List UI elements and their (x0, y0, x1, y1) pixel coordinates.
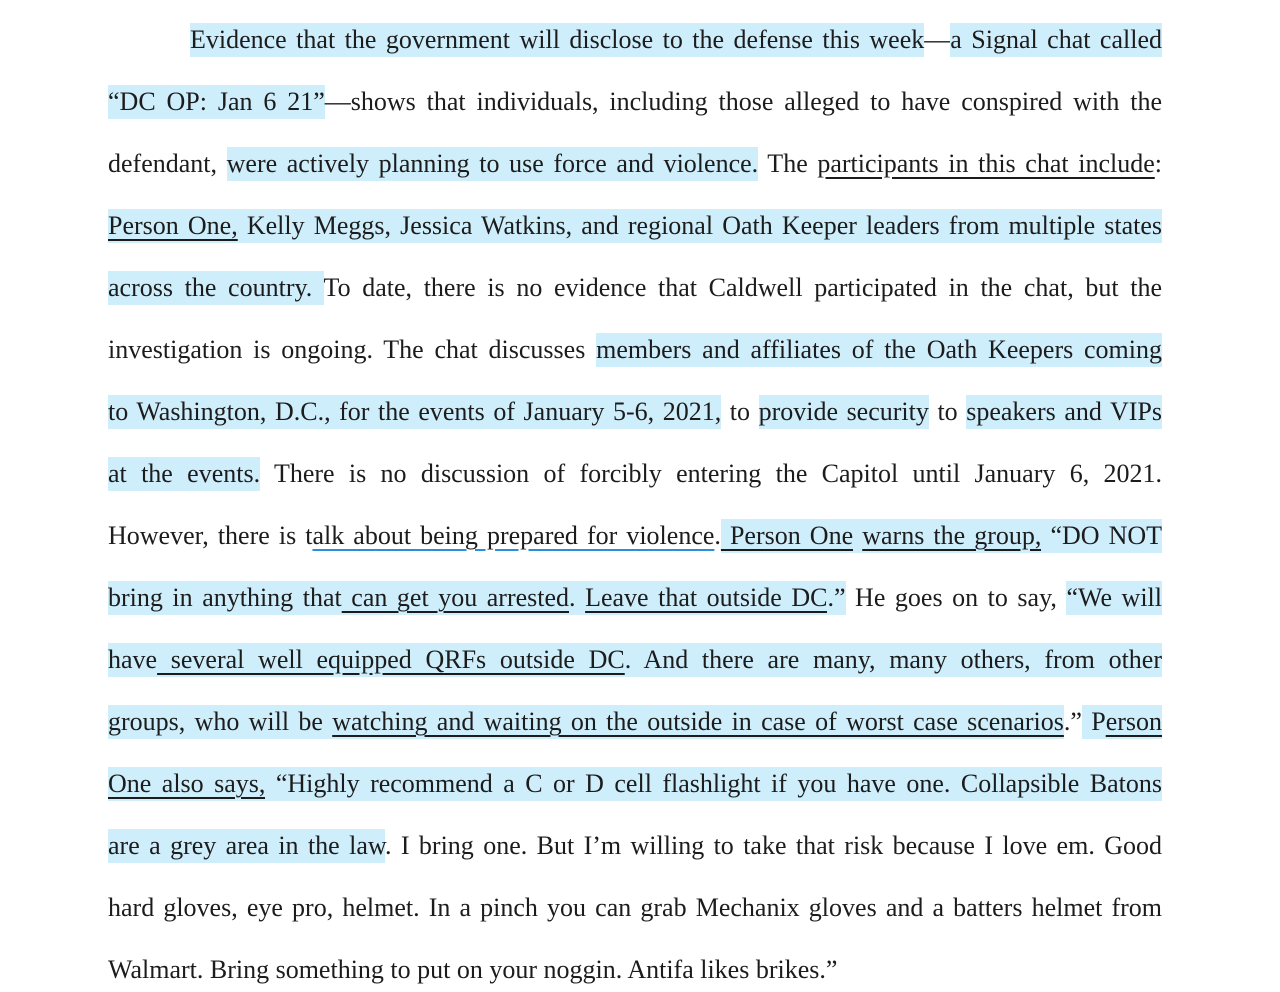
text-line-13 (108, 764, 1162, 804)
text-segment: hard gloves, eye pro, helmet. In a pinch you can grab Mechanix gloves and a batters helmet from (108, 893, 1162, 922)
text-line-10 (108, 578, 1162, 618)
highlighted-text: . (569, 581, 585, 615)
highlighted-text: groups, who will be (108, 705, 332, 739)
text-line-15 (108, 888, 1162, 928)
text-segment: However, there is t (108, 521, 313, 550)
highlighted-underlined-text: Leave that outside DC (585, 581, 827, 615)
text-line-5 (108, 268, 1162, 308)
highlighted-text: . And there are many, many others, from other (625, 643, 1162, 677)
text-segment: .” (1063, 707, 1082, 736)
highlighted-text: across the country. (108, 271, 324, 305)
text-segment: —shows that individuals, including those alleged to have conspired with the (324, 87, 1162, 116)
text-line-9 (108, 516, 1162, 556)
highlighted-text: members and affiliates of the Oath Keepers coming (596, 333, 1162, 367)
highlighted-underlined-text: Person One, (108, 209, 238, 243)
text-line-11 (108, 640, 1162, 680)
highlighted-text: were actively planning to use force and violence. (227, 147, 759, 181)
highlighted-text: “DO NOT (1041, 519, 1162, 553)
text-line-16 (108, 950, 1162, 990)
text-line-8 (108, 454, 1162, 494)
text-segment: The (758, 149, 818, 178)
text-line-1 (190, 20, 1162, 60)
highlighted-text: have (108, 643, 157, 677)
text-line-3 (108, 144, 1162, 184)
highlighted-text: “We will (1066, 581, 1162, 615)
text-line-14 (108, 826, 1162, 866)
highlighted-text: a Signal chat called (950, 23, 1162, 57)
text-segment: : (1154, 149, 1162, 178)
highlighted-text: to Washington, D.C., for the events of January 5-6, 2021, (108, 395, 721, 429)
text-segment: Walmart. Bring something to put on your noggin. Antifa likes brikes.” (108, 955, 838, 984)
highlighted-underlined-text: watching and waiting on the outside in case of worst case scenarios (332, 705, 1064, 739)
highlighted-text: Evidence that the government will disclose to the defense this week (190, 23, 924, 57)
highlighted-underlined-text: can get you arrested (342, 581, 569, 615)
text-segment: . (714, 521, 721, 550)
highlighted-text: at the events. (108, 457, 260, 491)
highlighted-underlined-text: several well equipped QRFs outside DC (157, 643, 625, 677)
text-segment: to (928, 397, 967, 426)
text-segment: He goes on to say, (845, 583, 1067, 612)
text-segment: . I bring one. But I’m willing to take that risk because I love em. Good (384, 831, 1162, 860)
highlighted-text: speakers and VIPs (966, 395, 1162, 429)
highlighted-underlined-text: erson (1106, 705, 1162, 739)
underlined-text: participants in this chat include (817, 149, 1155, 178)
text-segment: To date, there is no evidence that Caldwell participated in the chat, but the (323, 273, 1162, 302)
highlighted-text: are a grey area in the law (108, 829, 385, 863)
highlighted-text: “DC OP: Jan 6 21” (108, 85, 325, 119)
text-line-6 (108, 330, 1162, 370)
text-line-2 (108, 82, 1162, 122)
highlighted-underlined-text: Person One (721, 519, 853, 553)
highlighted-underlined-text: One also says, (108, 767, 265, 801)
text-segment: investigation is ongoing. The chat discusses (108, 335, 597, 364)
text-line-7 (108, 392, 1162, 432)
text-segment: defendant, (108, 149, 227, 178)
text-line-4 (108, 206, 1162, 246)
underlined-text: alk about being prepared for violence (312, 521, 715, 550)
highlighted-text: bring in anything that (108, 581, 342, 615)
highlighted-underlined-text: warns the group, (862, 519, 1041, 553)
highlighted-text: Kelly Meggs, Jessica Watkins, and regional Oath Keeper leaders from multiple states (238, 209, 1162, 243)
text-line-12 (108, 702, 1162, 742)
text-segment: to (721, 397, 759, 426)
highlighted-text: “Highly recommend a C or D cell flashlight if you have one. (265, 767, 950, 801)
highlighted-text: .” (827, 581, 845, 615)
highlighted-text (853, 519, 862, 553)
text-segment: There is no discussion of forcibly entering the Capitol until January 6, 2021. (260, 459, 1163, 488)
text-segment: — (924, 25, 951, 54)
highlighted-text: provide security (759, 395, 929, 429)
highlighted-text: Collapsible Batons (950, 767, 1162, 801)
highlighted-text: P (1082, 705, 1106, 739)
